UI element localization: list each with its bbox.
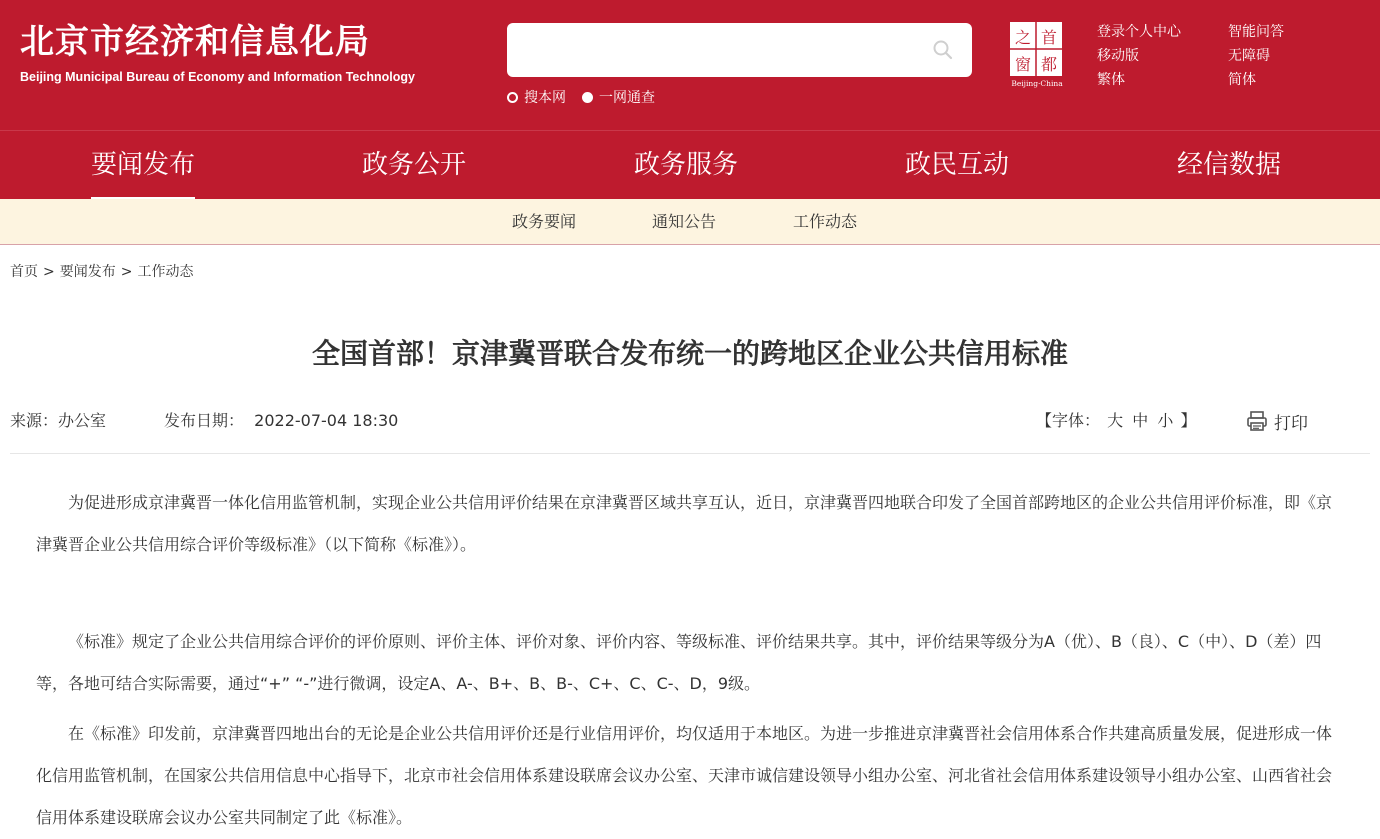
- mobile-version-link[interactable]: 移动版: [1097, 48, 1139, 64]
- subnav-government-news[interactable]: 政务要闻: [512, 212, 577, 231]
- breadcrumb-separator: >: [43, 264, 55, 280]
- article-source: 来源：办公室: [10, 411, 107, 430]
- brand-caption: Beijing·China: [1011, 79, 1063, 88]
- search-scope-group: [507, 87, 671, 107]
- font-size-small[interactable]: 小: [1157, 411, 1174, 430]
- search-box: [507, 23, 972, 77]
- article-date: 发布日期： 2022-07-04 18:30: [164, 411, 399, 430]
- brand-char-zhi: 之: [1014, 28, 1032, 47]
- article-paragraph-3: 在《标准》印发前，京津冀晋四地出台的无论是企业公共信用评价还是行业信用评价，均仅适用于本地区。为进一步推进京津冀晋社会信用体系合作共建高质量发展，促进形成一体化信用监管机制，在国家公共信用信息中心指导下，北京市社会信用体系建设联席会议办公室、天津市诚信建设领导小组办公室、河北省社会信用体系建设领导小组办公室、山西省社会信用体系建设联席会议办公室共同制定了此《标准》。: [36, 724, 1333, 827]
- search-icon[interactable]: [932, 39, 954, 61]
- article-title: 全国首部！京津冀晋联合发布统一的跨地区企业公共信用标准: [311, 337, 1068, 370]
- font-size-medium[interactable]: 中: [1132, 411, 1149, 430]
- search-scope-site-label: 搜本网: [524, 90, 566, 106]
- nav-public-interaction[interactable]: 政民互动: [905, 150, 1010, 180]
- top-links-col2: [1228, 20, 1284, 92]
- simplified-chinese-link[interactable]: 简体: [1228, 72, 1256, 88]
- breadcrumb-separator: >: [120, 264, 133, 280]
- nav-news-release[interactable]: 要闻发布: [91, 131, 195, 200]
- breadcrumb-home[interactable]: 首页: [10, 264, 38, 280]
- subnav-work-updates[interactable]: 工作动态: [793, 212, 858, 231]
- brand-char-shou: 首: [1040, 28, 1058, 47]
- article-paragraph-2: 《标准》规定了企业公共信用综合评价的评价原则、评价主体、评价对象、评价内容、等级标准、评价结果共享。其中，评价结果等级分为A（优）、B（良）、C（中）、D（差）四等，各地可结合实际需要，通过“+” “-”进行微调，设定A、A-、B+、B、B-、C+、C、C-、D，9级。: [36, 632, 1322, 693]
- radio-unselected-icon: [507, 92, 518, 103]
- article-paragraph-1: 为促进形成京津冀晋一体化信用监管机制，实现企业公共信用评价结果在京津冀晋区域共享互认，近日，京津冀晋四地联合印发了全国首部跨地区的企业公共信用评价标准，即《京津冀晋企业公共信用综合评价等级标准》（以下简称《标准》）。: [36, 493, 1333, 554]
- font-size-large[interactable]: 大: [1107, 411, 1124, 430]
- site-header: [0, 0, 1380, 130]
- subnav-notices[interactable]: 通知公告: [652, 212, 717, 231]
- site-logo-cn[interactable]: 北京市经济和信息化局: [20, 22, 370, 62]
- site-logo-en: Beijing Municipal Bureau of Economy and Information Technology: [20, 70, 415, 84]
- search-scope-site[interactable]: [507, 87, 566, 107]
- login-link[interactable]: 登录个人中心: [1097, 24, 1181, 40]
- search-input[interactable]: [507, 23, 917, 77]
- accessibility-link[interactable]: 无障碍: [1228, 48, 1270, 64]
- brand-char-du: 都: [1040, 55, 1058, 74]
- radio-selected-icon: [582, 92, 593, 103]
- top-links-col1: [1097, 20, 1181, 92]
- brand-char-chuang: 窗: [1014, 55, 1032, 74]
- breadcrumb-work-updates[interactable]: 工作动态: [137, 264, 194, 280]
- printer-icon: [1246, 410, 1268, 432]
- capital-window-logo[interactable]: [1006, 20, 1068, 88]
- font-size-close: 】: [1180, 411, 1197, 430]
- nav-government-affairs[interactable]: 政务公开: [362, 150, 467, 180]
- print-label: 打印: [1274, 413, 1308, 434]
- smart-qa-link[interactable]: 智能问答: [1228, 24, 1284, 40]
- nav-economic-data[interactable]: 经信数据: [1177, 150, 1282, 180]
- breadcrumb-news-release[interactable]: 要闻发布: [59, 264, 116, 280]
- print-button[interactable]: [1246, 408, 1308, 434]
- meta-divider: [10, 453, 1370, 454]
- sub-nav: [0, 199, 1380, 245]
- main-nav: [0, 130, 1380, 199]
- traditional-chinese-link[interactable]: 繁体: [1097, 72, 1125, 88]
- font-size-label: 【字体：: [1036, 411, 1101, 430]
- nav-government-services[interactable]: 政务服务: [634, 150, 739, 180]
- font-size-control: [1036, 408, 1196, 434]
- breadcrumb: [10, 262, 193, 282]
- search-scope-all[interactable]: [582, 87, 655, 107]
- search-scope-all-label: 一网通查: [599, 90, 655, 106]
